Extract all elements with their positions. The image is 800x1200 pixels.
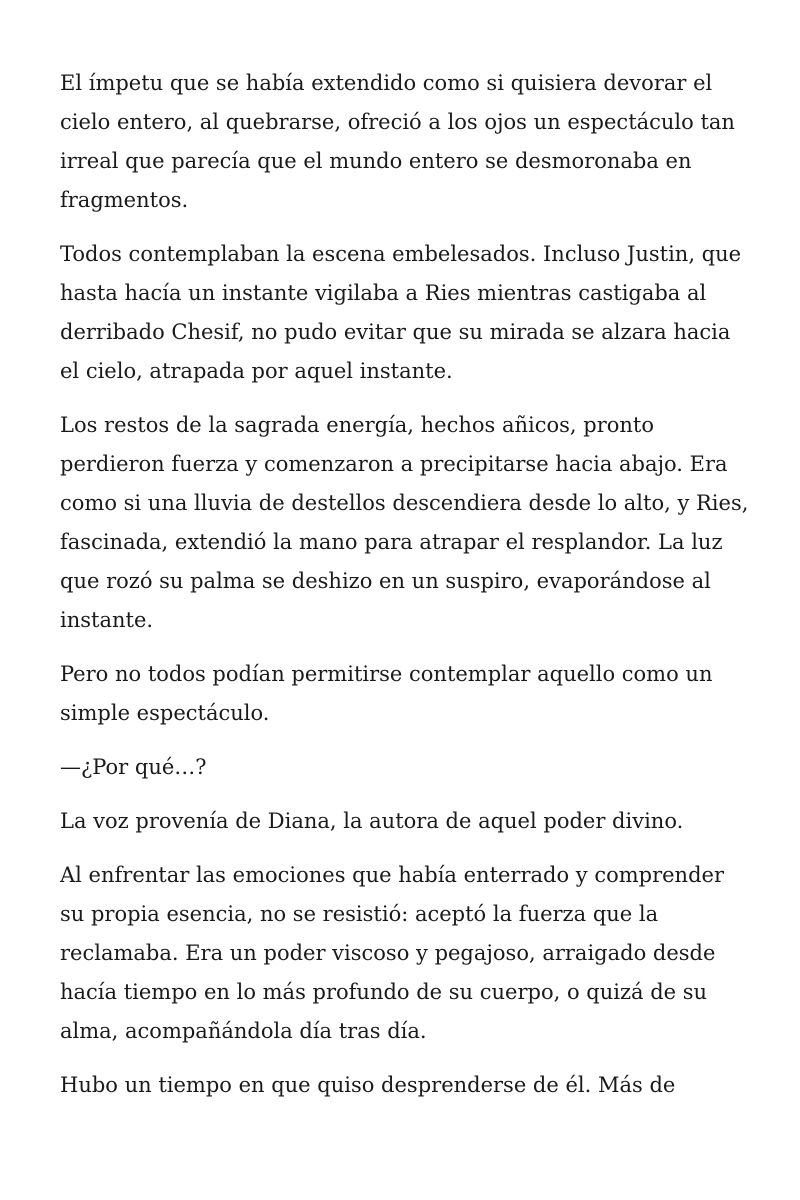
document-page [60, 64, 750, 1120]
paragraph-4: Pero no todos podían permitirse contemplar aquello como un simple espectáculo. [60, 662, 713, 725]
paragraph-1: El ímpetu que se había extendido como si quisiera devorar el cielo entero, al quebrarse, ofreció a los ojos un espectáculo tan irreal que parecía que el mundo entero se desmoronaba en fragmentos. [60, 71, 735, 212]
paragraph-8: Hubo un tiempo en que quiso desprenderse de él. Más de [60, 1073, 676, 1097]
paragraph-5-dialogue: —¿Por qué…? [60, 755, 207, 779]
paragraph-2: Todos contemplaban la escena embelesados. Incluso Justin, que hasta hacía un instante vigilaba a Ries mientras castigaba al derribado Chesif, no pudo evitar que su mirada se alzara hacia el cielo, atrapada por aquel instante. [60, 242, 742, 383]
paragraph-6: La voz provenía de Diana, la autora de aquel poder divino. [60, 809, 684, 833]
paragraph-7: Al enfrentar las emociones que había enterrado y comprender su propia esencia, no se resistió: aceptó la fuerza que la reclamaba. Era un poder viscoso y pegajoso, arraigado desde hacía tiempo en lo más profundo de su cuerpo, o quizá de su alma, acompañándola día tras día. [60, 863, 724, 1043]
paragraph-3: Los restos de la sagrada energía, hechos añicos, pronto perdieron fuerza y comenzaron a precipitarse hacia abajo. Era como si una lluvia de destellos descendiera desde lo alto, y Ries, fascinada, extendió la mano para atrapar el resplandor. La luz que rozó su palma se deshizo en un suspiro, evaporándose al instante. [60, 413, 749, 632]
